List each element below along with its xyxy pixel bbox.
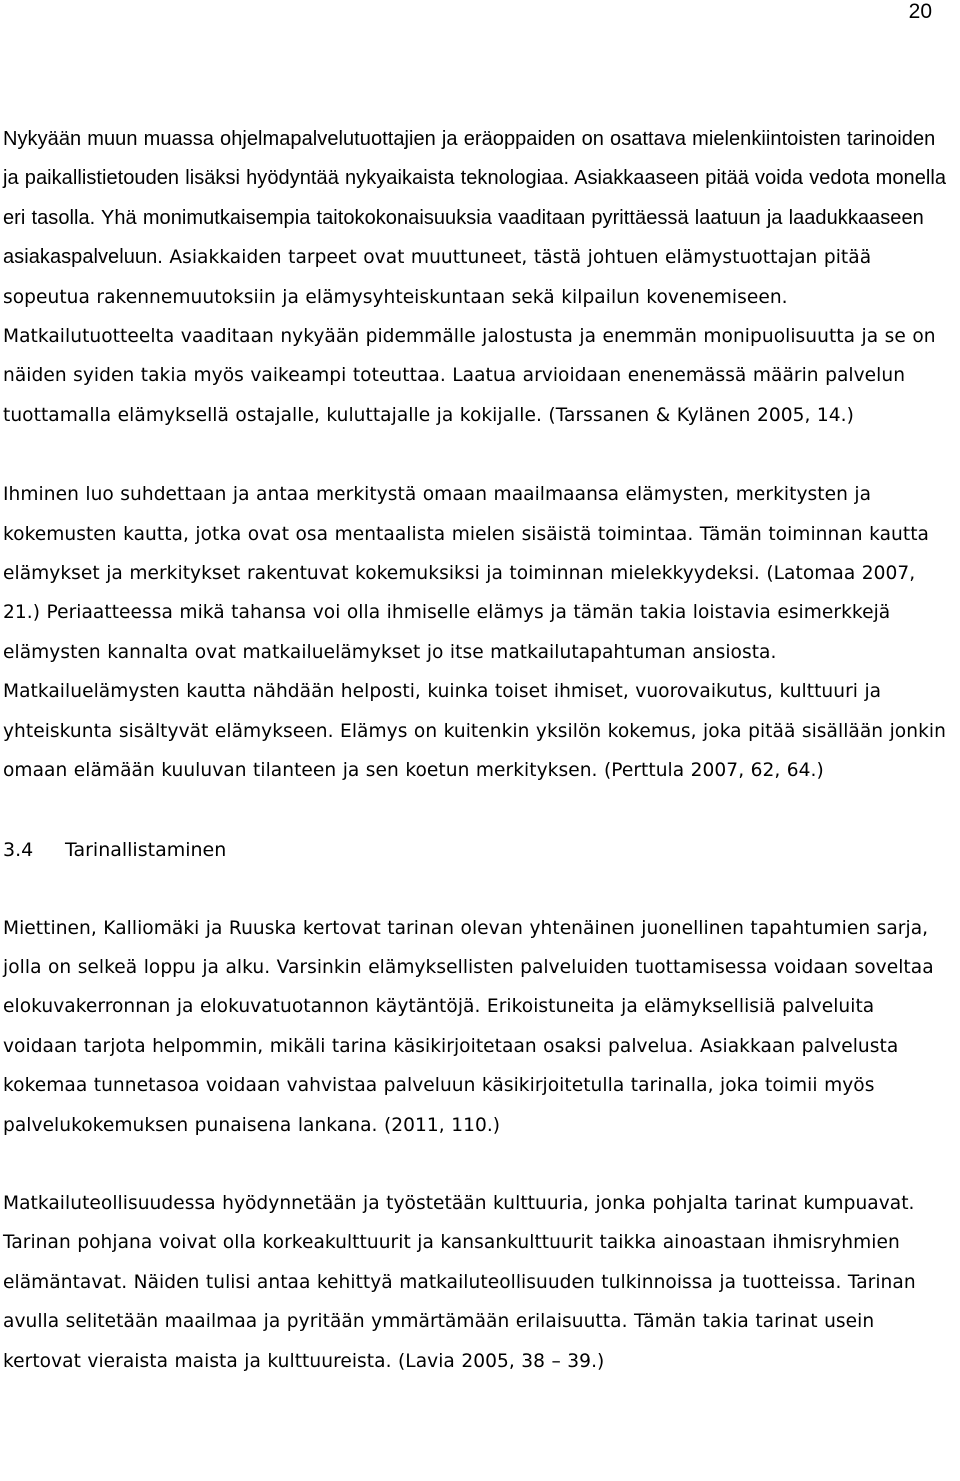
document-body — [3, 120, 953, 1381]
paragraph-intro — [3, 120, 953, 435]
section-heading — [3, 830, 953, 870]
page-number: 20 — [908, 0, 932, 23]
paragraph-culture: Matkailuteollisuudessa hyödynnetään ja työstetään kulttuuria, jonka pohjalta tarinat kumpuavat. Tarinan pohjana voivat olla korkeakulttuurit ja kansankulttuurit taikka ainoastaan ihmisryhmien elämäntavat. Näiden tulisi antaa kehittyä matkailuteollisuuden tulkinnoissa ja tuotteissa. Tarinan avulla selitetään maailmaa ja pyritään ymmärtämään erilaisuutta. Tämän takia tarinat usein kertovat vieraista maista ja kulttuureista. (Lavia 2005, 38 – 39.) — [3, 1192, 916, 1372]
section-number: 3.4 — [3, 838, 34, 861]
paragraph-story-definition: Miettinen, Kalliomäki ja Ruuska kertovat tarinan olevan yhtenäinen juonellinen tapahtumien sarja, jolla on selkeä loppu ja alku. Varsinkin elämyksellisten palveluiden tuottamisessa voidaan soveltaa elokuvakerronnan ja elokuvatuotannon käytäntöjä. Erikoistuneita ja elämyksellisiä palveluita voidaan tarjota helpommin, mikäli tarina käsikirjoitetaan osaksi palvelua. Asiakkaan palvelusta kokemaa tunnetasoa voidaan vahvistaa palveluun käsikirjoitetulla tarinalla, joka toimii myös palvelukokemuksen punaisena lankana. (2011, 110.) — [3, 917, 934, 1136]
paragraph-intro-part1: Nykyään muun muassa ohjelmapalvelutuottajien ja eräoppaiden on osattava mielenkiintoisten tarinoiden ja paikallistietouden lisäksi hyödyntää nykyaikaista teknologiaa. Asiakkaaseen pitää voida vedota monella eri tasolla. Yhä monimutkaisempia taitokokonaisuuksia vaaditaan pyrittäessä laatuun ja laadukkaaseen asiakaspalveluun. — [3, 128, 947, 269]
paragraph-intro-part2: Asiakkaiden tarpeet ovat muuttuneet, tästä johtuen elämystuottajan pitää sopeutua rakennemuutoksiin ja elämysyhteiskuntaan sekä kilpailun kovenemiseen. Matkailutuotteelta vaaditaan nykyään pidemmälle jalostusta ja enemmän monipuolisuutta ja se on näiden syiden takia myös vaikeampi toteuttaa. Laatua arvioidaan enenemässä määrin palvelun tuottamalla elämyksellä ostajalle, kuluttajalle ja kokijalle. (Tarssanen & Kylänen 2005, 14.) — [3, 247, 936, 426]
section-title: Tarinallistaminen — [65, 838, 227, 861]
paragraph-experience: Ihminen luo suhdettaan ja antaa merkitystä omaan maailmaansa elämysten, merkitysten ja kokemusten kautta, jotka ovat osa mentaalista mielen sisäistä toimintaa. Tämän toiminnan kautta elämykset ja merkitykset rakentuvat kokemuksiksi ja toiminnan mielekkyydeksi. (Latomaa 2007, 21.) Periaatteessa mikä tahansa voi olla ihmiselle elämys ja tämän takia loistavia esimerkkejä elämysten kannalta ovat matkailuelämykset jo itse matkailutapahtuman ansiosta. Matkailuelämysten kautta nähdään helposti, kuinka toiset ihmiset, vuorovaikutus, kulttuuri ja yhteiskunta sisältyvät elämykseen. Elämys on kuitenkin yksilön kokemus, joka pitää sisällään jonkin omaan elämään kuuluvan tilanteen ja sen koetun merkityksen. (Perttula 2007, 62, 64.) — [3, 484, 946, 782]
